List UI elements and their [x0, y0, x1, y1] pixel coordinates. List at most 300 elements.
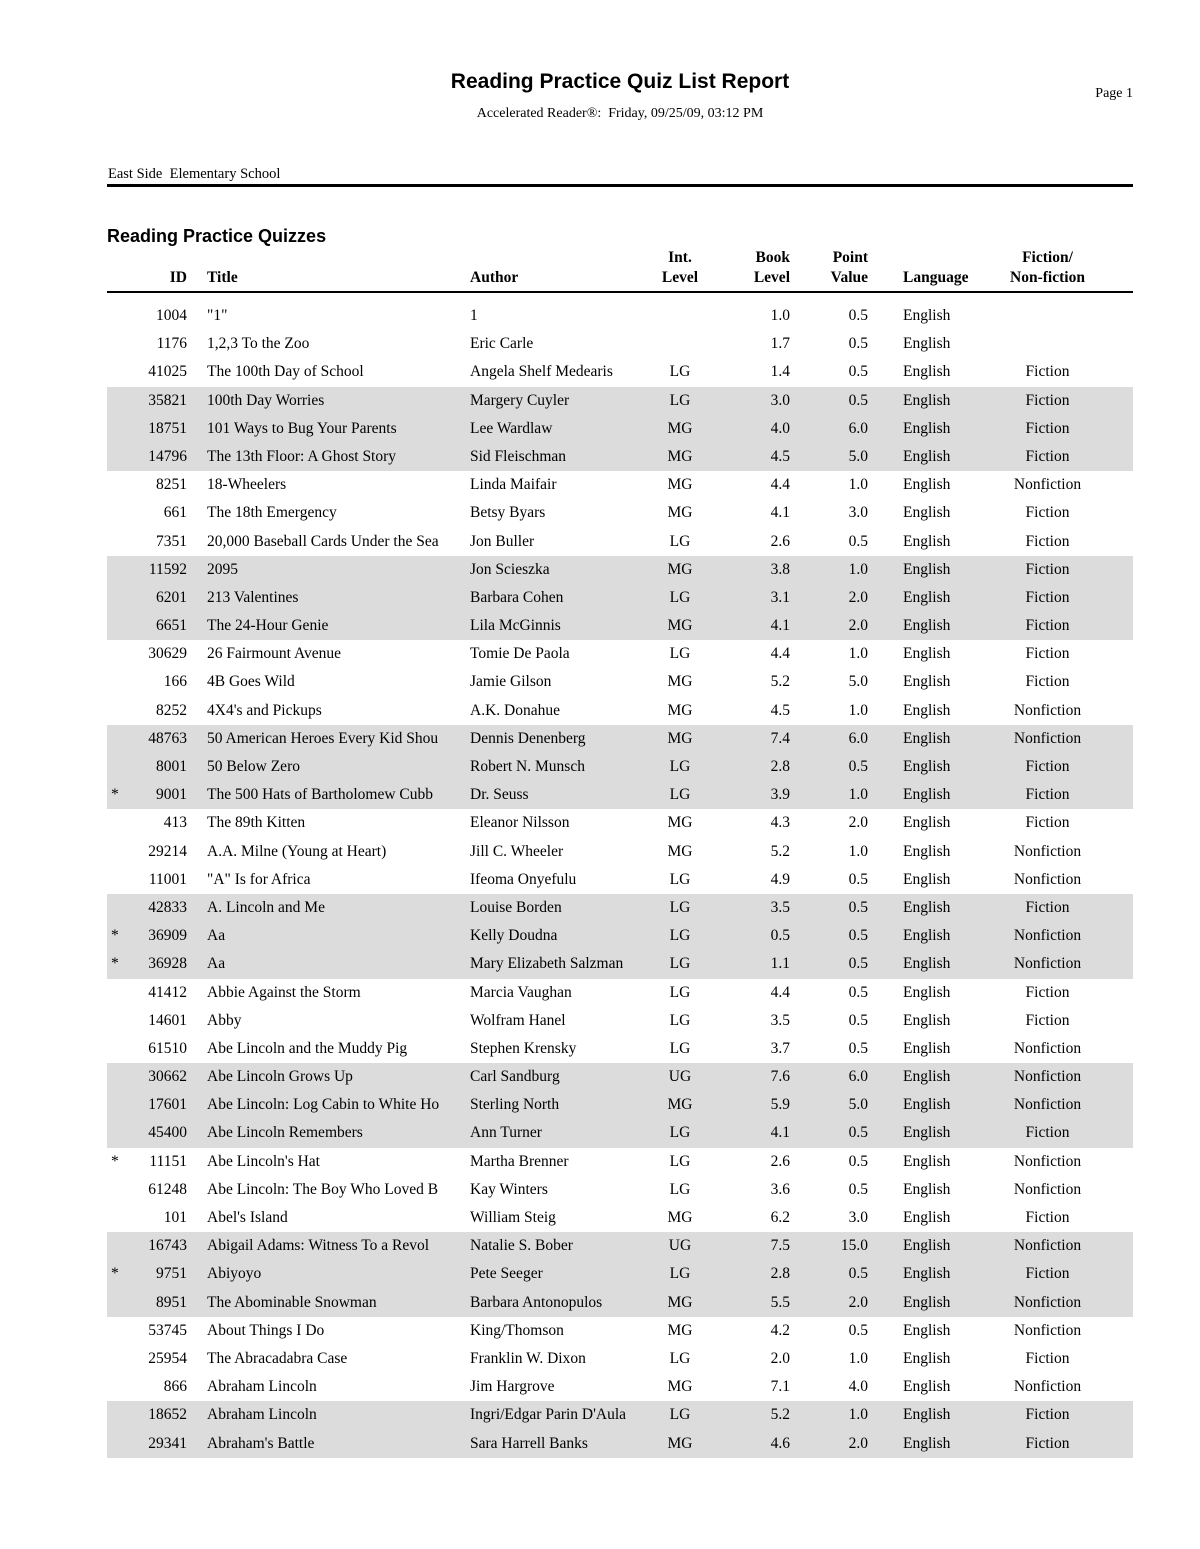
- book-level: 3.9: [770, 786, 790, 804]
- fiction-nonfiction: Fiction: [1025, 363, 1070, 381]
- language: English: [903, 701, 951, 719]
- quiz-author: Jon Scieszka: [470, 560, 550, 578]
- quiz-title: Abe Lincoln and the Muddy Pig: [207, 1039, 408, 1057]
- school-divider-rule: [107, 184, 1133, 187]
- table-row: [107, 1430, 1133, 1458]
- point-value: 0.5: [848, 1152, 868, 1170]
- interest-level: LG: [669, 758, 691, 775]
- quiz-id: 30629: [148, 645, 187, 663]
- interest-level: MG: [667, 1209, 693, 1226]
- table-row: [107, 584, 1133, 612]
- interest-level: MG: [667, 476, 693, 494]
- table-row: [107, 1289, 1133, 1317]
- interest-level: LG: [669, 870, 691, 888]
- fiction-nonfiction: Nonfiction: [1013, 927, 1082, 945]
- book-level: 5.9: [770, 1096, 790, 1114]
- school-name: East Side Elementary School: [108, 166, 281, 182]
- quiz-title: Aa: [207, 927, 226, 945]
- interest-level: LG: [669, 363, 691, 381]
- point-value: 1.0: [848, 701, 868, 719]
- language: English: [903, 1237, 951, 1255]
- fiction-nonfiction: Fiction: [1025, 447, 1070, 465]
- table-row: [107, 894, 1133, 922]
- table-row: [107, 302, 1133, 330]
- quiz-title: 213 Valentines: [207, 588, 299, 606]
- fiction-nonfiction: Nonfiction: [1013, 1096, 1082, 1114]
- quiz-author: Martha Brenner: [470, 1152, 569, 1170]
- quiz-id: 11151: [149, 1152, 187, 1170]
- quiz-id: 16743: [148, 1237, 187, 1255]
- point-value: 6.0: [848, 419, 868, 437]
- table-row: [107, 1119, 1133, 1147]
- quiz-title: The 100th Day of School: [207, 363, 364, 381]
- fiction-nonfiction: Nonfiction: [1013, 842, 1082, 860]
- point-value: 0.5: [848, 927, 868, 945]
- table-row: [107, 1007, 1133, 1035]
- quiz-title: Aa: [207, 955, 226, 973]
- fiction-nonfiction: Fiction: [1025, 1209, 1070, 1226]
- language: English: [903, 447, 951, 465]
- language: English: [903, 729, 951, 747]
- quiz-title: Abe Lincoln's Hat: [207, 1152, 320, 1170]
- table-row: [107, 1035, 1133, 1063]
- point-value: 0.5: [848, 758, 868, 775]
- point-value: 0.5: [848, 983, 868, 1001]
- quiz-title: The 13th Floor: A Ghost Story: [207, 447, 397, 465]
- language: English: [903, 560, 951, 578]
- interest-level: MG: [667, 560, 693, 578]
- quiz-title: 26 Fairmount Avenue: [207, 645, 342, 663]
- interest-level: MG: [667, 814, 693, 832]
- quiz-title: 50 Below Zero: [207, 758, 300, 775]
- quiz-author: Ifeoma Onyefulu: [470, 870, 577, 888]
- quiz-id: 48763: [148, 729, 187, 747]
- quiz-author: Louise Borden: [470, 898, 562, 916]
- point-value: 3.0: [848, 1209, 868, 1226]
- table-row: [107, 499, 1133, 527]
- language: English: [903, 363, 951, 381]
- point-value: 1.0: [848, 476, 868, 494]
- quiz-id: 29214: [148, 842, 187, 860]
- quiz-title: The 500 Hats of Bartholomew Cubb: [207, 786, 434, 804]
- fiction-nonfiction: Nonfiction: [1013, 1152, 1082, 1170]
- quiz-title: Abraham's Battle: [207, 1434, 315, 1452]
- interest-level: MG: [667, 1293, 693, 1311]
- book-level: 4.9: [770, 870, 790, 888]
- quiz-id: 18652: [148, 1406, 187, 1424]
- book-level: 2.6: [770, 1152, 790, 1170]
- quiz-author: Sara Harrell Banks: [470, 1434, 588, 1452]
- fiction-nonfiction: Fiction: [1025, 898, 1070, 916]
- point-value: 6.0: [848, 1068, 868, 1086]
- language: English: [903, 1378, 951, 1396]
- table-row: [107, 612, 1133, 640]
- quiz-author: Jon Buller: [470, 532, 535, 550]
- point-value: 1.0: [848, 560, 868, 578]
- point-value: 0.5: [848, 898, 868, 916]
- table-row: [107, 358, 1133, 386]
- book-level: 3.8: [770, 560, 790, 578]
- table-row: [107, 1204, 1133, 1232]
- quiz-title: Abiyoyo: [207, 1265, 262, 1283]
- table-row: [107, 809, 1133, 837]
- fiction-nonfiction: [990, 330, 1105, 358]
- interest-level: LG: [669, 1406, 691, 1424]
- quiz-title: Abraham Lincoln: [207, 1406, 317, 1424]
- fiction-nonfiction: Fiction: [1025, 645, 1070, 663]
- quiz-title: The 24-Hour Genie: [207, 617, 329, 635]
- interest-level: LG: [669, 1180, 691, 1198]
- fiction-nonfiction: Nonfiction: [1013, 729, 1082, 747]
- point-value: 5.0: [848, 447, 868, 465]
- point-value: 5.0: [848, 673, 868, 691]
- quiz-title: "1": [207, 307, 228, 324]
- quiz-author: Kelly Doudna: [470, 927, 558, 945]
- column-header-point-value: Point: [832, 249, 868, 266]
- interest-level: LG: [669, 532, 691, 550]
- language: English: [903, 419, 951, 437]
- interest-level: LG: [669, 1011, 691, 1029]
- quiz-author: Eleanor Nilsson: [470, 814, 570, 832]
- table-row: [107, 950, 1133, 978]
- interest-level: MG: [667, 447, 693, 465]
- fiction-nonfiction: Fiction: [1025, 419, 1070, 437]
- point-value: 2.0: [848, 1293, 868, 1311]
- book-level: 1.7: [770, 335, 790, 353]
- interest-level: MG: [667, 1321, 693, 1339]
- quiz-id: 53745: [148, 1321, 187, 1339]
- quiz-author: Margery Cuyler: [470, 391, 570, 409]
- table-row: [107, 1260, 1133, 1288]
- quiz-id: 413: [163, 814, 187, 832]
- book-level: 7.1: [770, 1378, 790, 1396]
- book-level: 7.4: [770, 729, 790, 747]
- quiz-title: "A" Is for Africa: [207, 870, 311, 888]
- fiction-nonfiction: Nonfiction: [1013, 1293, 1082, 1311]
- quiz-id: 35821: [148, 391, 187, 409]
- interest-level: MG: [667, 617, 693, 635]
- column-header-title: Title: [207, 269, 238, 286]
- language: English: [903, 1124, 951, 1142]
- quiz-title: A.A. Milne (Young at Heart): [207, 842, 387, 860]
- point-value: 2.0: [848, 814, 868, 832]
- quiz-title: 2095: [207, 560, 238, 578]
- book-level: 4.1: [770, 504, 790, 522]
- point-value: 0.5: [848, 363, 868, 381]
- point-value: 0.5: [848, 532, 868, 550]
- fiction-nonfiction: Fiction: [1025, 983, 1070, 1001]
- book-level: 4.1: [770, 1124, 790, 1142]
- table-row: [107, 1401, 1133, 1429]
- quiz-title: A. Lincoln and Me: [207, 898, 325, 916]
- fiction-nonfiction: Nonfiction: [1013, 1068, 1082, 1086]
- table-row: [107, 668, 1133, 696]
- point-value: 4.0: [848, 1378, 868, 1396]
- language: English: [903, 645, 951, 663]
- language: English: [903, 476, 951, 494]
- quiz-author: Barbara Antonopulos: [470, 1293, 603, 1311]
- fiction-nonfiction: Fiction: [1025, 814, 1070, 832]
- quiz-title: The 18th Emergency: [207, 504, 337, 522]
- language: English: [903, 504, 951, 522]
- point-value: 0.5: [848, 1265, 868, 1283]
- point-value: 0.5: [848, 870, 868, 888]
- language: English: [903, 1152, 951, 1170]
- quiz-id: 1004: [156, 307, 187, 324]
- fiction-nonfiction: Fiction: [1025, 786, 1070, 804]
- point-value: 2.0: [848, 617, 868, 635]
- quiz-id: 8251: [156, 476, 187, 494]
- fiction-nonfiction: Fiction: [1025, 1349, 1070, 1367]
- quiz-author: Linda Maifair: [470, 476, 557, 494]
- point-value: 1.0: [848, 842, 868, 860]
- fiction-nonfiction: Nonfiction: [1013, 1321, 1082, 1339]
- quiz-id: 8252: [156, 701, 187, 719]
- language: English: [903, 1096, 951, 1114]
- language: English: [903, 307, 951, 324]
- report-subtitle: Accelerated Reader®: Friday, 09/25/09, 03:12 PM: [476, 106, 764, 121]
- interest-level: LG: [669, 1265, 691, 1283]
- quiz-id: 11592: [148, 560, 187, 578]
- quiz-author: Jill C. Wheeler: [470, 842, 564, 860]
- book-level: 4.1: [770, 617, 790, 635]
- language: English: [903, 1011, 951, 1029]
- page-title: Reading Practice Quiz List Report: [450, 70, 790, 93]
- quiz-title: 4X4's and Pickups: [207, 701, 322, 719]
- quiz-id: 17601: [148, 1096, 187, 1114]
- book-level: 4.5: [770, 701, 790, 719]
- quiz-author: Lila McGinnis: [470, 617, 561, 635]
- recommended-flag: *: [111, 1152, 119, 1170]
- book-level: 3.6: [770, 1180, 790, 1198]
- quiz-title: 100th Day Worries: [207, 391, 325, 409]
- quiz-id: 9751: [156, 1265, 187, 1283]
- quiz-id: 14796: [148, 447, 187, 465]
- table-row: [107, 753, 1133, 781]
- interest-level: MG: [667, 504, 693, 522]
- language: English: [903, 617, 951, 635]
- quiz-id: 8951: [156, 1293, 187, 1311]
- fiction-nonfiction: Nonfiction: [1013, 955, 1082, 973]
- book-level: 3.5: [770, 1011, 790, 1029]
- language: English: [903, 532, 951, 550]
- point-value: 2.0: [848, 1434, 868, 1452]
- interest-level: MG: [667, 842, 693, 860]
- book-level: 1.4: [770, 363, 790, 381]
- quiz-title: The Abominable Snowman: [207, 1293, 377, 1311]
- column-header-int-level: Int.: [668, 249, 692, 266]
- table-row: [107, 1373, 1133, 1401]
- quiz-author: 1: [470, 307, 478, 324]
- quiz-id: 101: [163, 1209, 187, 1226]
- interest-level: LG: [669, 1039, 691, 1057]
- quiz-author: Angela Shelf Medearis: [470, 363, 613, 381]
- point-value: 0.5: [848, 1321, 868, 1339]
- column-header-fiction: Fiction/: [1022, 249, 1073, 266]
- book-level: 4.5: [770, 447, 790, 465]
- point-value: 0.5: [848, 391, 868, 409]
- column-header-book-level: Level: [753, 269, 790, 286]
- quiz-id: 18751: [148, 419, 187, 437]
- quiz-id: 6651: [156, 617, 187, 635]
- quiz-id: 36909: [148, 927, 187, 945]
- fiction-nonfiction: Fiction: [1025, 504, 1070, 522]
- section-heading: Reading Practice Quizzes: [107, 226, 327, 246]
- interest-level: MG: [667, 419, 693, 437]
- quiz-id: 1176: [156, 335, 187, 353]
- quiz-title: 101 Ways to Bug Your Parents: [207, 419, 397, 437]
- language: English: [903, 1293, 951, 1311]
- recommended-flag: *: [111, 927, 119, 945]
- table-row: [107, 471, 1133, 499]
- interest-level: LG: [669, 1152, 691, 1170]
- quiz-title: 50 American Heroes Every Kid Shou: [207, 729, 439, 747]
- interest-level: LG: [669, 588, 691, 606]
- book-level: 2.6: [770, 532, 790, 550]
- quiz-author: Betsy Byars: [470, 504, 546, 522]
- book-level: 5.5: [770, 1293, 790, 1311]
- book-level: 7.6: [770, 1068, 790, 1086]
- language: English: [903, 870, 951, 888]
- interest-level: LG: [669, 898, 691, 916]
- fiction-nonfiction: Nonfiction: [1013, 1039, 1082, 1057]
- quiz-id: 8001: [156, 758, 187, 775]
- point-value: 0.5: [848, 1039, 868, 1057]
- recommended-flag: *: [111, 955, 119, 973]
- quiz-author: A.K. Donahue: [470, 701, 560, 719]
- quiz-title: The 89th Kitten: [207, 814, 306, 832]
- quiz-id: 25954: [148, 1349, 187, 1367]
- quiz-author: Jamie Gilson: [470, 673, 552, 691]
- book-level: 4.0: [770, 419, 790, 437]
- quiz-id: 166: [163, 673, 187, 691]
- fiction-nonfiction: Fiction: [1025, 1265, 1070, 1283]
- interest-level: LG: [669, 983, 691, 1001]
- book-level: 4.4: [770, 645, 790, 663]
- fiction-nonfiction: Nonfiction: [1013, 1237, 1082, 1255]
- quiz-id: 61248: [148, 1180, 187, 1198]
- interest-level: UG: [668, 1068, 692, 1086]
- quiz-author: Franklin W. Dixon: [470, 1349, 586, 1367]
- book-level: 3.0: [770, 391, 790, 409]
- table-row: [107, 640, 1133, 668]
- table-row: [107, 1317, 1133, 1345]
- quiz-title: The Abracadabra Case: [207, 1349, 348, 1367]
- quiz-author: William Steig: [470, 1209, 556, 1226]
- quiz-table-body: [107, 302, 1133, 1458]
- quiz-title: Abraham Lincoln: [207, 1378, 317, 1396]
- book-level: 6.2: [770, 1209, 790, 1226]
- book-level: 3.5: [770, 898, 790, 916]
- point-value: 15.0: [840, 1237, 868, 1255]
- table-row: [107, 979, 1133, 1007]
- book-level: 4.2: [770, 1321, 790, 1339]
- fiction-nonfiction: Fiction: [1025, 673, 1070, 691]
- header-divider-rule: [107, 291, 1133, 293]
- fiction-nonfiction: Fiction: [1025, 758, 1070, 775]
- quiz-id: 30662: [148, 1068, 187, 1086]
- table-row: [107, 415, 1133, 443]
- table-row: [107, 866, 1133, 894]
- quiz-id: 11001: [148, 870, 187, 888]
- quiz-author: Carl Sandburg: [470, 1068, 560, 1086]
- interest-level: MG: [667, 701, 693, 719]
- interest-level: LG: [669, 1124, 691, 1142]
- quiz-author: Wolfram Hanel: [470, 1011, 566, 1029]
- table-row: [107, 1063, 1133, 1091]
- column-header-int-level: Level: [661, 269, 699, 286]
- interest-level: LG: [669, 955, 691, 973]
- quiz-title: 4B Goes Wild: [207, 673, 295, 691]
- fiction-nonfiction: Fiction: [1025, 560, 1070, 578]
- fiction-nonfiction: Fiction: [1025, 1434, 1070, 1452]
- fiction-nonfiction: Fiction: [1025, 617, 1070, 635]
- interest-level: LG: [669, 786, 691, 804]
- fiction-nonfiction: Nonfiction: [1013, 476, 1082, 494]
- point-value: 1.0: [848, 645, 868, 663]
- quiz-id: 45400: [148, 1124, 187, 1142]
- quiz-title: Abe Lincoln: The Boy Who Loved B: [207, 1180, 439, 1198]
- interest-level: MG: [667, 1096, 693, 1114]
- interest-level: [648, 330, 712, 358]
- quiz-id: 866: [163, 1378, 187, 1396]
- language: English: [903, 983, 951, 1001]
- fiction-nonfiction: Fiction: [1025, 1011, 1070, 1029]
- table-row: [107, 443, 1133, 471]
- quiz-title: About Things I Do: [207, 1321, 325, 1339]
- quiz-title: Abby: [207, 1011, 242, 1029]
- table-row: [107, 528, 1133, 556]
- language: English: [903, 1209, 951, 1226]
- quiz-author: King/Thomson: [470, 1321, 564, 1339]
- book-level: 1.1: [770, 955, 790, 973]
- table-row: [107, 725, 1133, 753]
- language: English: [903, 955, 951, 973]
- language: English: [903, 786, 951, 804]
- language: English: [903, 927, 951, 945]
- language: English: [903, 1349, 951, 1367]
- quiz-author: Stephen Krensky: [470, 1039, 577, 1057]
- quiz-title: Abe Lincoln Remembers: [207, 1124, 363, 1142]
- quiz-title: Abigail Adams: Witness To a Revol: [207, 1237, 430, 1255]
- language: English: [903, 1265, 951, 1283]
- table-row: [107, 1091, 1133, 1119]
- book-level: 4.3: [770, 814, 790, 832]
- language: English: [903, 1406, 951, 1424]
- book-level: 3.7: [770, 1039, 790, 1057]
- language: English: [903, 758, 951, 775]
- table-row: [107, 838, 1133, 866]
- fiction-nonfiction: Fiction: [1025, 1124, 1070, 1142]
- language: English: [903, 1068, 951, 1086]
- table-row: [107, 922, 1133, 950]
- column-header-author: Author: [470, 269, 519, 286]
- table-row: [107, 1345, 1133, 1373]
- table-row: [107, 556, 1133, 584]
- point-value: 5.0: [848, 1096, 868, 1114]
- quiz-author: Pete Seeger: [470, 1265, 543, 1283]
- interest-level: LG: [669, 1349, 691, 1367]
- quiz-author: Kay Winters: [470, 1180, 548, 1198]
- book-level: 1.0: [770, 307, 790, 324]
- quiz-title: Abe Lincoln: Log Cabin to White Ho: [207, 1096, 440, 1114]
- book-level: 7.5: [770, 1237, 790, 1255]
- interest-level: MG: [667, 1378, 693, 1396]
- point-value: 6.0: [848, 729, 868, 747]
- interest-level: LG: [669, 927, 691, 945]
- quiz-id: 36928: [148, 955, 187, 973]
- language: English: [903, 335, 951, 353]
